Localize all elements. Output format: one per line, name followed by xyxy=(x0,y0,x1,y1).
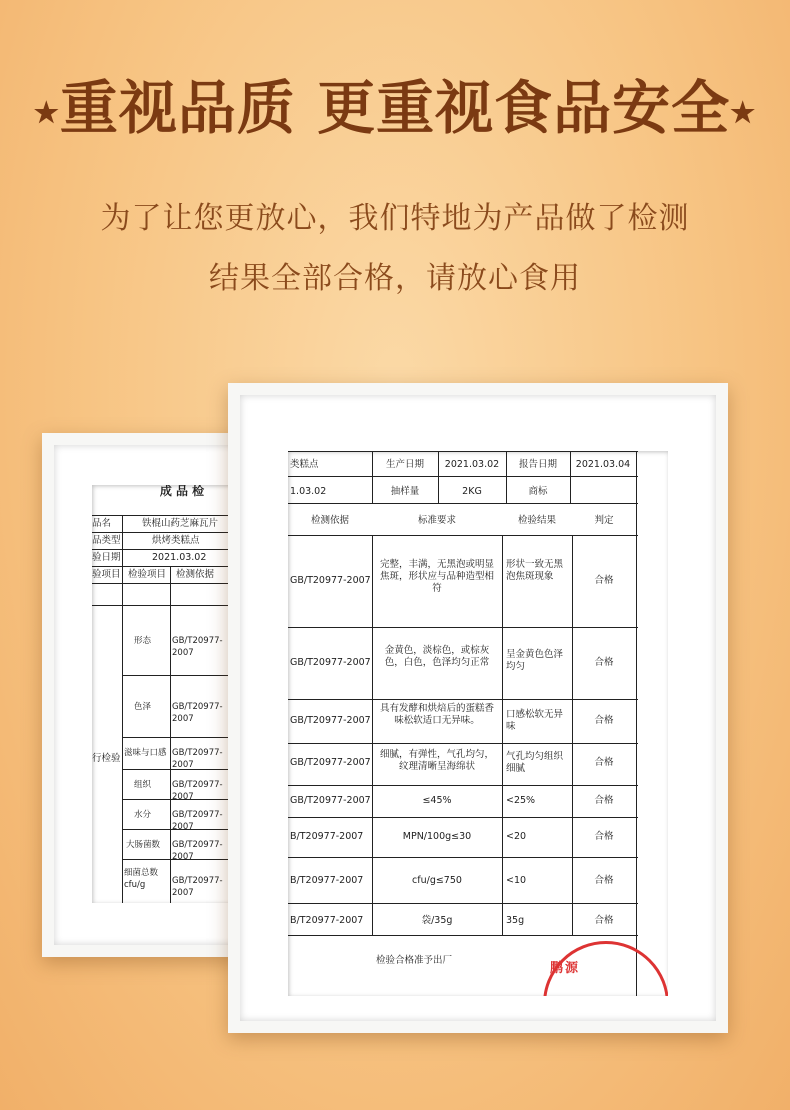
subtitle-line-1: 为了让您更放心，我们特地为产品做了检测 xyxy=(100,201,690,236)
row8-basis: B/T20977-2007 xyxy=(290,915,364,926)
row3-verdict: 合格 xyxy=(594,715,614,726)
second-cell-1: 1.03.02 xyxy=(290,486,327,497)
top-cell-3: 2021.03.02 xyxy=(444,459,500,470)
row6-req: MPN/100g≤30 xyxy=(402,831,472,842)
back-colhead-2: 检验项目 xyxy=(128,569,167,580)
back-value-1: 铁棍山药芝麻瓦片 xyxy=(142,518,219,529)
subtitle-line-2: 结果全部合格，请放心食用 xyxy=(209,261,581,296)
row2-req: 金黄色，淡棕色，或棕灰色，白色，色泽均匀正常 xyxy=(384,645,490,668)
second-cell-2: 抽样量 xyxy=(390,486,420,497)
back-basis-6: GB/T20977-2007 xyxy=(172,840,223,862)
row2-result: 呈金黄色色泽均匀 xyxy=(506,649,564,672)
back-basis-1: GB/T20977-2007 xyxy=(172,636,223,658)
row6-basis: B/T20977-2007 xyxy=(290,831,364,842)
back-basis-3: GB/T20977-2007 xyxy=(172,748,223,770)
back-item-5: 水分 xyxy=(134,810,152,820)
header-verdict: 判定 xyxy=(594,515,614,526)
row3-req: 具有发酵和烘焙后的蛋糕香味松软适口无异味。 xyxy=(379,703,494,726)
row5-req: ≤45% xyxy=(422,795,452,806)
back-item-6: 大肠菌数 xyxy=(126,840,161,850)
back-report-paper xyxy=(92,485,232,903)
back-label-2: 品类型 xyxy=(92,535,121,546)
row8-req: 袋/35g xyxy=(421,915,453,926)
row5-basis: GB/T20977-2007 xyxy=(290,795,371,806)
header-result: 检验结果 xyxy=(517,515,556,526)
header-req: 标准要求 xyxy=(417,515,456,526)
front-report-paper xyxy=(288,451,668,996)
seal-text: 鹏源 xyxy=(550,961,581,976)
row7-req: cfu/g≤750 xyxy=(412,875,462,886)
top-cell-2: 生产日期 xyxy=(385,459,424,470)
back-item-1: 形态 xyxy=(134,636,152,646)
back-colhead-3: 检测依据 xyxy=(176,569,215,580)
row4-result: 气孔均匀组织细腻 xyxy=(506,751,564,774)
row3-basis: GB/T20977-2007 xyxy=(290,715,371,726)
second-cell-4: 商标 xyxy=(528,486,548,497)
star-right-icon: ★ xyxy=(730,96,757,129)
front-report-frame xyxy=(228,383,728,1033)
back-basis-4: GB/T20977-2007 xyxy=(172,780,223,802)
back-label-1: 品名 xyxy=(92,518,112,529)
star-left-icon: ★ xyxy=(33,96,60,129)
top-cell-5: 2021.03.04 xyxy=(575,459,631,470)
back-basis-7: GB/T20977-2007 xyxy=(172,876,223,898)
back-report-title: 成 品 检 xyxy=(159,485,205,498)
row2-basis: GB/T20977-2007 xyxy=(290,657,371,668)
row1-result: 形状一致无黑泡焦斑现象 xyxy=(506,559,564,582)
headline-text: 重视品质 更重视食品安全 xyxy=(59,74,731,142)
row8-verdict: 合格 xyxy=(594,915,614,926)
row3-result: 口感松软无异味 xyxy=(506,709,564,732)
top-cell-4: 报告日期 xyxy=(518,459,557,470)
back-group-label: 行检验 xyxy=(92,753,121,764)
back-item-3: 滋味与口感 xyxy=(124,748,167,758)
row4-basis: GB/T20977-2007 xyxy=(290,757,371,768)
row5-verdict: 合格 xyxy=(594,795,614,806)
back-value-2: 烘烤类糕点 xyxy=(152,535,200,546)
back-colhead-1: 验项目 xyxy=(92,569,121,580)
back-report-frame xyxy=(42,433,242,957)
row6-result: <20 xyxy=(506,831,527,842)
row7-verdict: 合格 xyxy=(594,875,614,886)
back-item-2: 色泽 xyxy=(134,702,152,712)
second-cell-3: 2KG xyxy=(462,486,482,497)
row8-result: 35g xyxy=(506,915,525,926)
back-label-3: 验日期 xyxy=(92,552,121,563)
row2-verdict: 合格 xyxy=(594,657,614,668)
report-footer: 检验合格准予出厂 xyxy=(376,955,453,966)
row1-req: 完整，丰满，无黑泡或明显焦斑，形状应与品种造型相符 xyxy=(379,559,494,594)
back-item-7: 细菌总数cfu/g xyxy=(124,868,159,890)
row7-basis: B/T20977-2007 xyxy=(290,875,364,886)
row6-verdict: 合格 xyxy=(594,831,614,842)
row7-result: <10 xyxy=(506,875,527,886)
back-basis-5: GB/T20977-2007 xyxy=(172,810,223,832)
row1-basis: GB/T20977-2007 xyxy=(290,575,371,586)
top-cell-1: 类糕点 xyxy=(290,459,319,470)
row4-req: 细腻，有弹性，气孔均匀，纹理清晰呈海绵状 xyxy=(379,749,494,772)
row4-verdict: 合格 xyxy=(594,757,614,768)
back-value-3: 2021.03.02 xyxy=(152,552,207,563)
page-headline xyxy=(0,68,790,153)
back-basis-2: GB/T20977-2007 xyxy=(172,702,223,724)
back-item-4: 组织 xyxy=(134,780,152,790)
row1-verdict: 合格 xyxy=(594,575,614,586)
row5-result: <25% xyxy=(506,795,536,806)
header-basis: 检测依据 xyxy=(310,515,349,526)
